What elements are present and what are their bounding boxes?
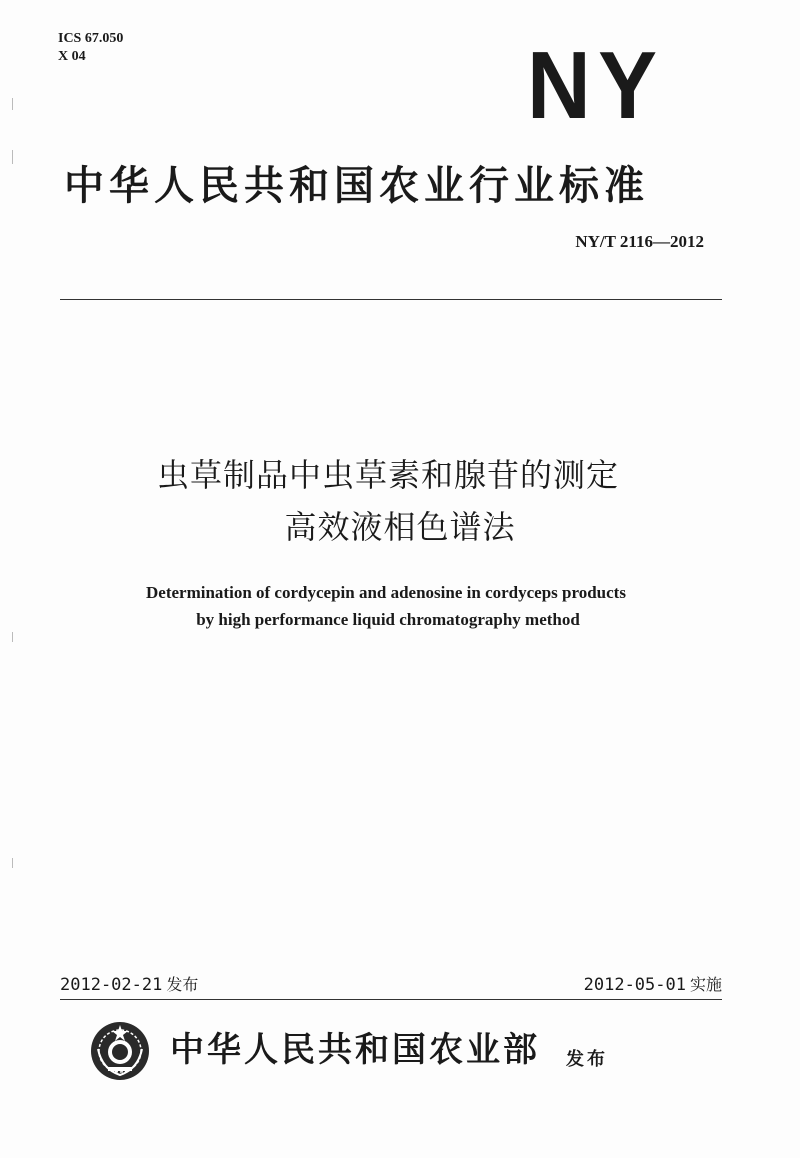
implementation-date [584, 972, 722, 995]
ny-logo: NY [526, 32, 664, 139]
classification-block [58, 30, 123, 66]
document-title-cn-line1: 虫草制品中虫草素和腺苷的测定 [156, 456, 619, 494]
top-divider [60, 299, 722, 300]
national-emblem-icon [88, 1019, 152, 1083]
publish-label: 发布 [566, 1049, 608, 1070]
implementation-date-label: 实施 [689, 975, 722, 994]
ics-code: ICS 67.050 [58, 31, 124, 46]
issue-date-label: 发布 [166, 975, 199, 994]
scan-artifact-mark [12, 98, 13, 110]
issue-date [60, 972, 198, 995]
scan-artifact-mark [12, 150, 13, 164]
implementation-date-value: 2012-05-01 [583, 975, 686, 995]
issuing-ministry: 中华人民共和国农业部 [170, 1030, 540, 1070]
standard-category-title: 中华人民共和国农业行业标准 [64, 163, 649, 209]
issue-date-value: 2012-02-21 [60, 975, 163, 995]
bottom-divider [60, 999, 722, 1000]
document-title-cn-line2: 高效液相色谱法 [284, 508, 516, 546]
standard-number: NY/T 2116—2012 [575, 232, 704, 251]
classification-code: X 04 [58, 49, 86, 64]
document-title-en-line2: by high performance liquid chromatography method [196, 610, 580, 629]
scan-artifact-mark [12, 858, 13, 868]
document-title-en-line1: Determination of cordycepin and adenosine in cordyceps products [146, 583, 626, 602]
scan-artifact-mark [12, 632, 13, 642]
